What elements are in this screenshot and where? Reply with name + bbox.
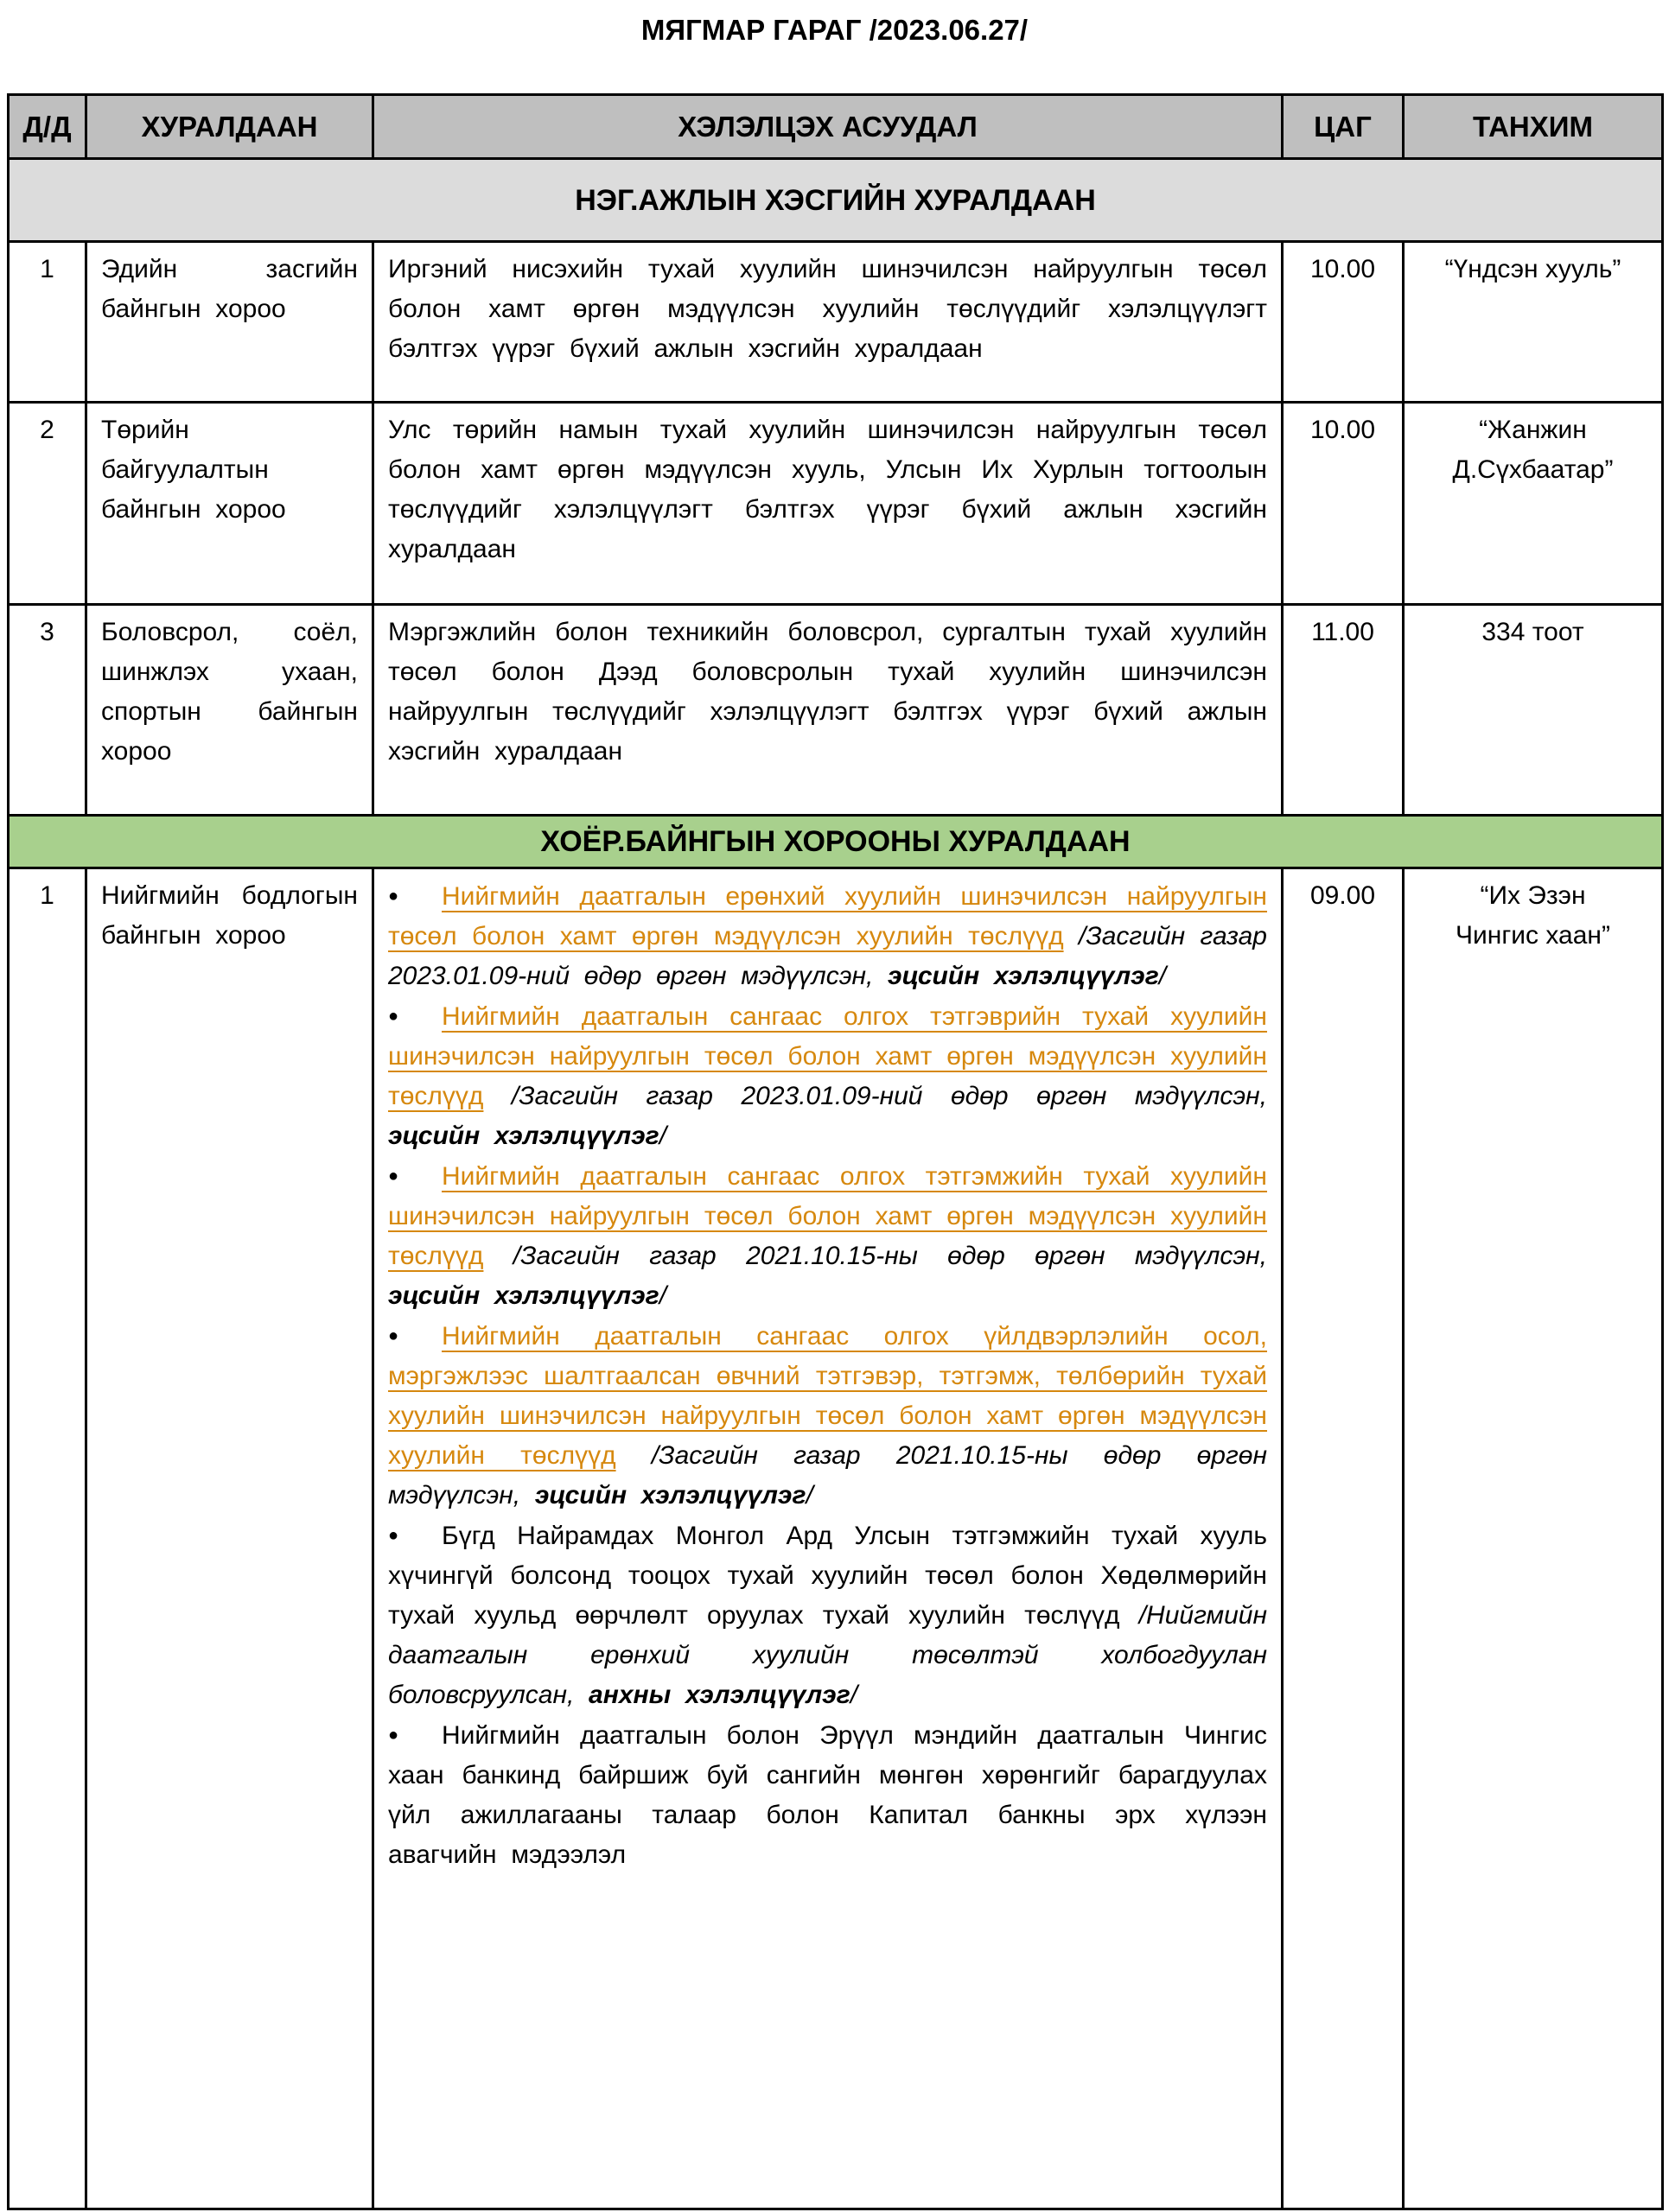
agenda-note-stage: эцсийн хэлэлцүүлэг [388,1122,659,1150]
hall-cell: 334 тоот [1404,605,1663,816]
agenda-text: Нийгмийн даатгалын болон Эрүүл мэндийн даатгалын Чингис хаан банкинд байршиж буй сангийн мөнгөн хөрөнгийг барагдуулах үйл ажиллагааны талаар болон Капитал банкны эрх хүлээн авагчийн мэдээлэл [388,1721,1267,1869]
row-num: 3 [9,605,86,816]
section-header-working-group [9,159,1663,242]
agenda-note-close: / [659,1122,667,1150]
table-row [9,868,1663,2209]
agenda-note-close: / [659,1281,667,1310]
hall-cell: “Үндсэн хууль” [1404,242,1663,403]
agenda-note: /Засгийн газар 2021.10.15-ны өдөр өргөн мэдүүлсэн, [388,1441,1267,1510]
page-title: МЯГМАР ГАРАГ /2023.06.27/ [640,14,1029,46]
agenda-item [388,996,1267,1156]
bullet-icon: ● [388,1726,399,1745]
table-header-row [9,95,1663,159]
row-num: 2 [9,403,86,605]
agenda-note-stage: эцсийн хэлэлцүүлэг [534,1481,806,1510]
agenda-item [388,1156,1267,1316]
agenda-link[interactable]: Нийгмийн даатгалын сангаас олгох үйлдвэрлэлийн осол, мэргэжлээс шалтгаалсан өвчний тэтгэвэр, тэтгэмж, төлбөрийн тухай хуулийн шинэчилсэн найруулгын төсөл болон хамт өргөн мэдүүлсэн хуулийн төслүүд [388,1322,1267,1470]
section-title: НЭГ.АЖЛЫН ХЭСГИЙН ХУРАЛДААН [9,159,1663,242]
agenda-item [388,1516,1267,1715]
bullet-icon: ● [388,1166,399,1185]
header-cell-committee: ХУРАЛДААН [86,95,373,159]
agenda-cell: Улс төрийн намын тухай хуулийн шинэчилсэн найруулгын төсөл болон хамт өргөн мэдүүлсэн хууль, Улсын Их Хурлын тогтоолын төслүүдийг хэлэлцүүлэгт бэлтгэх үүрэг бүхий ажлын хэсгийн хуралдаан [373,403,1283,605]
bullet-icon: ● [388,887,399,906]
committee-cell: Эдийн засгийн байнгын хороо [86,242,373,403]
header-cell-time: ЦАГ [1283,95,1404,159]
agenda-note: /Засгийн газар 2021.10.15-ны өдөр өргөн мэдүүлсэн, [483,1242,1267,1270]
row-num: 1 [9,868,86,2209]
time-cell: 11.00 [1283,605,1404,816]
bullet-icon: ● [388,1326,399,1345]
agenda-item [388,1715,1267,1875]
hall-cell: “Жанжин Д.Сүхбаатар” [1404,403,1663,605]
agenda-note-stage: эцсийн хэлэлцүүлэг [888,962,1159,990]
time-cell: 09.00 [1283,868,1404,2209]
agenda-note: /Нийгмийн даатгалын ерөнхий хуулийн төсөлтэй холбогдуулан боловсруулсан, [388,1601,1267,1709]
row-num: 1 [9,242,86,403]
time-cell: 10.00 [1283,242,1404,403]
agenda-cell [373,868,1283,2209]
schedule-table [7,93,1664,2210]
agenda-note-stage: эцсийн хэлэлцүүлэг [388,1281,659,1310]
agenda-note: /Засгийн газар 2023.01.09-ний өдөр өргөн мэдүүлсэн, [483,1082,1267,1110]
agenda-cell: Иргэний нисэхийн тухай хуулийн шинэчилсэн найруулгын төсөл болон хамт өргөн мэдүүлсэн хуулийн төслүүдийг хэлэлцүүлэгт бэлтгэх үүрэг бүхий ажлын хэсгийн хуралдаан [373,242,1283,403]
committee-cell: Нийгмийн бодлогын байнгын хороо [86,868,373,2209]
agenda-link[interactable]: Нийгмийн даатгалын ерөнхий хуулийн шинэчилсэн найруулгын төсөл болон хамт өргөн мэдүүлсэн хуулийн төслүүд [388,882,1267,950]
table-row [9,605,1663,816]
agenda-note-close: / [1158,962,1167,990]
bullet-icon: ● [388,1526,399,1545]
table-row [9,403,1663,605]
time-cell: 10.00 [1283,403,1404,605]
agenda-note-close: / [850,1681,858,1709]
header-cell-num: Д/Д [9,95,86,159]
header-cell-agenda: ХЭЛЭЛЦЭХ АСУУДАЛ [373,95,1283,159]
agenda-note-close: / [806,1481,813,1510]
agenda-item [388,876,1267,996]
section-title: ХОЁР.БАЙНГЫН ХОРООНЫ ХУРАЛДААН [9,816,1663,868]
section-header-standing-committee [9,816,1663,868]
table-row [9,242,1663,403]
agenda-link[interactable]: Нийгмийн даатгалын сангаас олгох тэтгэмжийн тухай хуулийн шинэчилсэн найруулгын төсөл болон хамт өргөн мэдүүлсэн хуулийн төслүүд [388,1162,1267,1270]
agenda-text: Бүгд Найрамдах Монгол Ард Улсын тэтгэмжийн тухай хууль хүчингүй болсонд тооцох тухай хуулийн төсөл болон Хөдөлмөрийн тухай хуульд өөрчлөлт оруулах тухай хуулийн төслүүд [388,1522,1267,1630]
agenda-item [388,1316,1267,1516]
bullet-icon: ● [388,1007,399,1026]
agenda-note-stage: анхны хэлэлцүүлэг [589,1681,850,1709]
hall-cell: “Их Эзэн Чингис хаан” [1404,868,1663,2209]
agenda-cell: Мэргэжлийн болон техникийн боловсрол, сургалтын тухай хуулийн төсөл болон Дээд боловсролын тухай хуулийн шинэчилсэн найруулгын төслүүдийг хэлэлцүүлэгт бэлтгэх үүрэг бүхий ажлын хэсгийн хуралдаан [373,605,1283,816]
agenda-note: /Засгийн газар 2023.01.09-ний өдөр өргөн мэдүүлсэн, [388,922,1267,990]
committee-cell: Төрийн байгуулалтын байнгын хороо [86,403,373,605]
header-cell-hall: ТАНХИМ [1404,95,1663,159]
agenda-link[interactable]: Нийгмийн даатгалын сангаас олгох тэтгэврийн тухай хуулийн шинэчилсэн найруулгын төсөл болон хамт өргөн мэдүүлсэн хуулийн төслүүд [388,1002,1267,1110]
committee-cell: Боловсрол, соёл, шинжлэх ухаан, спортын байнгын хороо [86,605,373,816]
